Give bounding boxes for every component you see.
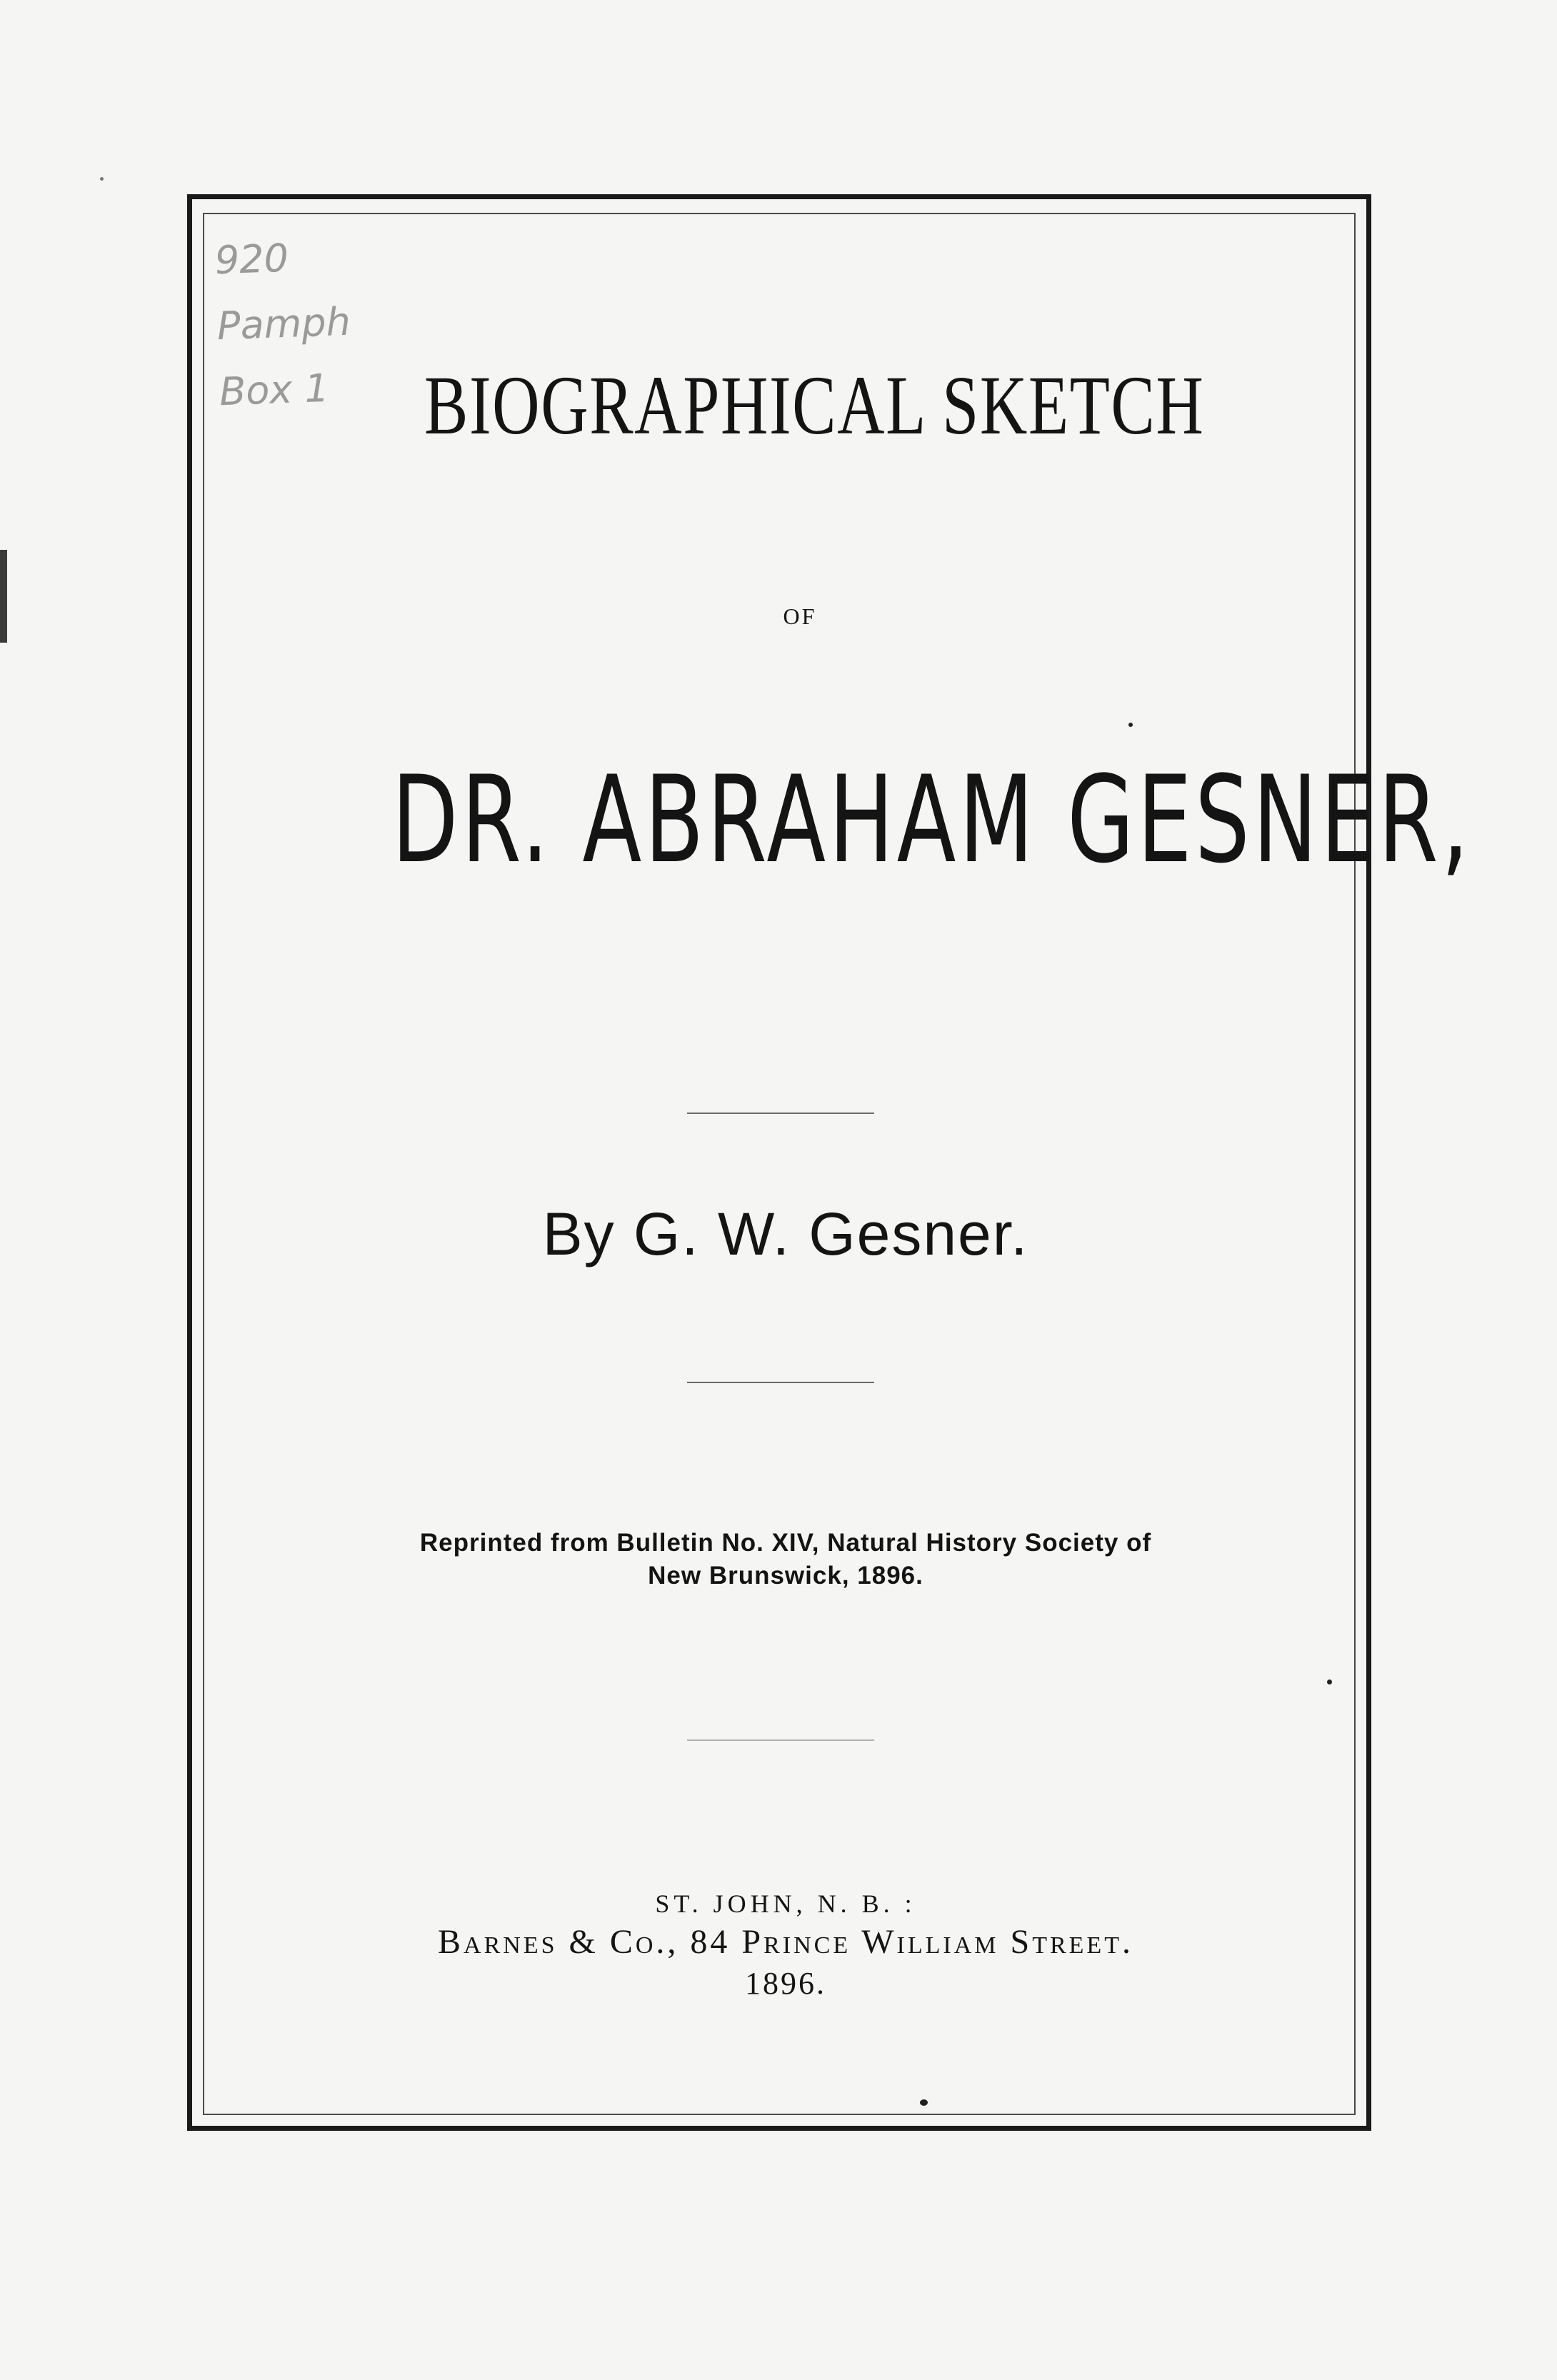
divider: [687, 1382, 874, 1383]
reprint-note: [314, 1527, 1257, 1592]
page-border-inner: [203, 213, 1472, 2115]
author-line: By G. W. Gesner.: [542, 1200, 1029, 1267]
divider: [687, 1113, 874, 1114]
document-title: BIOGRAPHICAL SKETCH: [424, 358, 1205, 452]
reprint-line: New Brunswick, 1896.: [648, 1562, 923, 1590]
ink-speck: [1128, 723, 1133, 727]
ink-speck: [100, 177, 104, 181]
handwritten-line: Pamph: [216, 298, 351, 349]
imprint-publisher: Barnes & Co., 84 Prince William Street.: [438, 1923, 1133, 1961]
title-connector: OF: [783, 603, 817, 629]
ink-speck: [1327, 1679, 1332, 1684]
binding-edge-mark: [0, 550, 7, 643]
handwritten-call-number: [214, 224, 354, 425]
subject-name: DR. ABRAHAM GESNER,: [391, 750, 1472, 890]
ink-speck: [920, 2099, 928, 2106]
imprint-year: 1896.: [745, 1966, 826, 2001]
handwritten-line: 920: [214, 235, 289, 283]
reprint-line: Reprinted from Bulletin No. XIV, Natural History Society of: [419, 1529, 1152, 1557]
imprint-place: ST. JOHN, N. B. :: [655, 1889, 916, 1918]
handwritten-line: Box 1: [219, 365, 330, 415]
divider: [687, 1739, 874, 1741]
